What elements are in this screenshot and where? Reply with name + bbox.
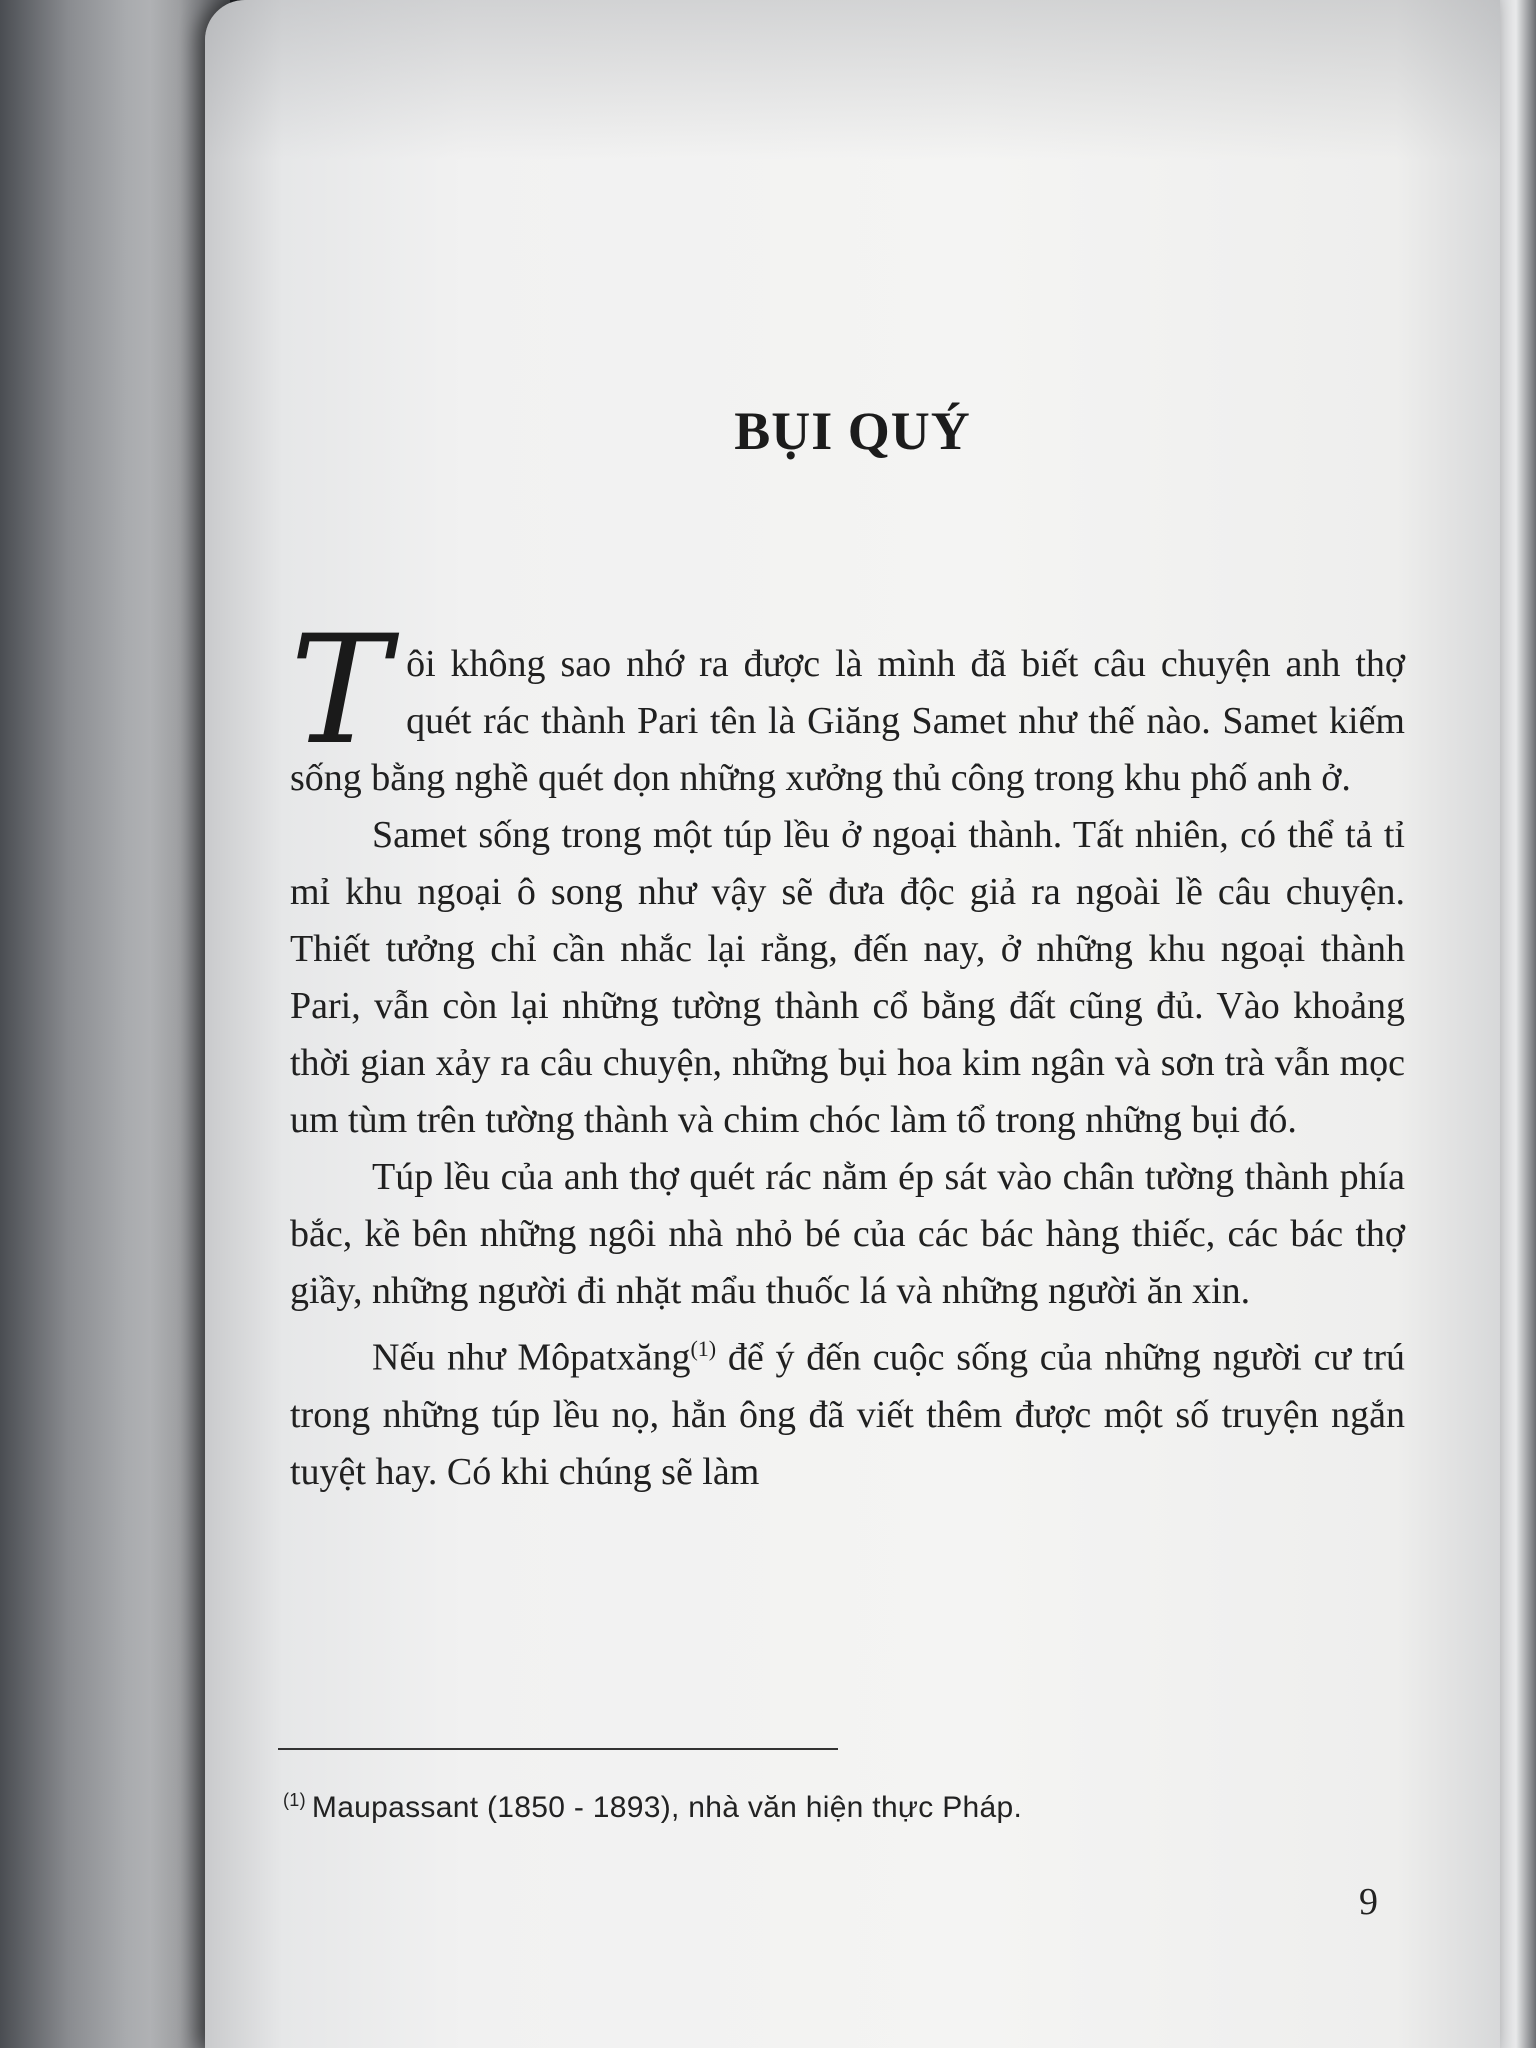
paragraph-3: Túp lều của anh thợ quét rác nằm ép sát vào chân tường thành phía bắc, kề bên những ngôi nhà nhỏ bé của các bác hàng thiếc, các bác thợ giầy, những người đi nhặt mẩu thuốc lá và những người ăn xin.: [290, 1156, 1405, 1312]
paragraph-2: Samet sống trong một túp lều ở ngoại thành. Tất nhiên, có thể tả tỉ mỉ khu ngoại ô song như vậy sẽ đưa độc giả ra ngoài lề câu chuyện. Thiết tưởng chỉ cần nhắc lại rằng, đến nay, ở những khu ngoại thành Pari, vẫn còn lại những tường thành cổ bằng đất cũng đủ. Vào khoảng thời gian xảy ra câu chuyện, những bụi hoa kim ngân và sơn trà vẫn mọc um tùm trên tường thành và chim chóc làm tổ trong những bụi đó.: [290, 814, 1405, 1141]
paragraph-4-start: Nếu như Môpatxăng: [372, 1336, 691, 1379]
footnote-text: Maupassant (1850 - 1893), nhà văn hiện thực Pháp.: [311, 1791, 1023, 1824]
footnote-mark: (1): [283, 1790, 306, 1810]
book-right-edge: [1496, 0, 1536, 2048]
body-text: [290, 604, 1405, 1501]
book-page: [205, 0, 1500, 2048]
footnote-divider: [278, 1748, 838, 1750]
paragraph-4: [290, 1320, 1405, 1501]
page-number: 9: [1359, 1881, 1378, 1923]
drop-cap: T: [290, 604, 391, 778]
chapter-title: BỤI QUÝ: [734, 401, 971, 461]
page-shading: [205, 0, 1500, 160]
paragraph-1: [290, 604, 1405, 807]
footnote: [283, 1790, 1022, 1825]
paragraph-1-text: ôi không sao nhớ ra được là mình đã biết câu chuyện anh thợ quét rác thành Pari tên là Giăng Samet như thế nào. Samet kiếm sống bằng nghề quét dọn những xưởng thủ công trong khu phố anh ở.: [290, 643, 1405, 799]
paragraph-4-rest: để ý đến cuộc sống của những người cư trú trong những túp lều nọ, hẳn ông đã viết thêm được một số truyện ngắn tuyệt hay. Có khi chúng sẽ làm: [290, 1336, 1405, 1493]
footnote-reference: (1): [690, 1336, 717, 1361]
